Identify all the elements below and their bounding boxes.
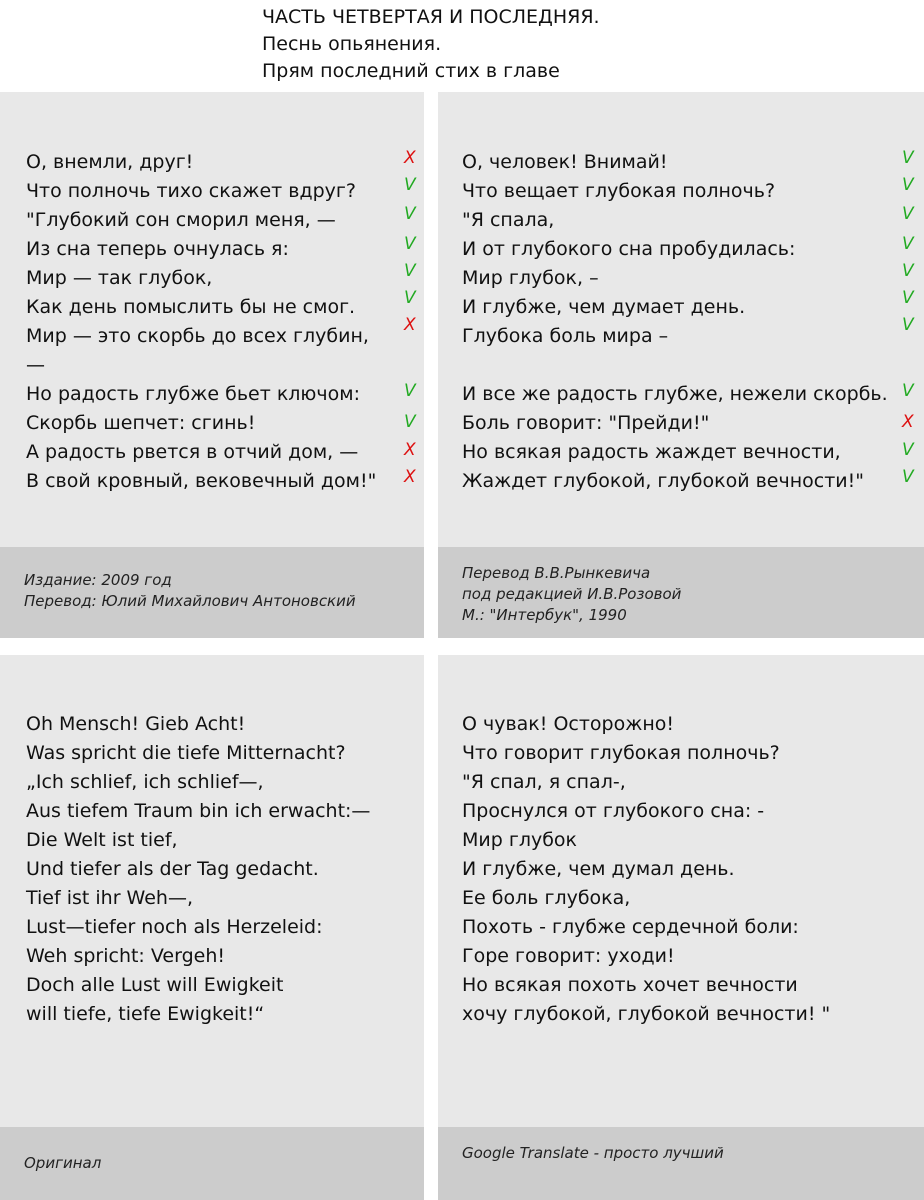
rating-mark: V <box>902 175 914 195</box>
verse-line: Боль говорит: "Прейди!" <box>462 412 710 434</box>
source-caption <box>24 1153 101 1174</box>
rating-mark: V <box>404 234 416 254</box>
verse-line: Die Welt ist tief, <box>26 829 178 851</box>
verse-line: Tief ist ihr Weh—, <box>26 887 194 909</box>
source-caption <box>462 1143 724 1164</box>
rating-mark: V <box>404 204 416 224</box>
translation-antonovsky-panel <box>0 92 424 638</box>
caption-line: Перевод В.В.Рынкевича <box>462 564 651 582</box>
panel-footer <box>438 547 924 638</box>
panel-footer <box>438 1127 924 1200</box>
rating-mark: V <box>404 412 416 432</box>
source-caption <box>24 570 356 612</box>
poem-verse <box>462 148 888 496</box>
verse-line: Но всякая радость жаждет вечности, <box>462 441 841 463</box>
verse-line: — <box>26 354 45 376</box>
verse-line: Горе говорит: уходи! <box>462 945 675 967</box>
verse-line: А радость рвется в отчий дом, — <box>26 441 359 463</box>
original-german-panel <box>0 655 424 1200</box>
rating-mark: X <box>404 148 416 168</box>
rating-mark: V <box>404 288 416 308</box>
rating-mark: X <box>404 467 416 487</box>
rating-mark: V <box>404 175 416 195</box>
rating-mark: V <box>902 204 914 224</box>
verse-line: Что полночь тихо скажет вдруг? <box>26 180 356 202</box>
verse-line: Жаждет глубокой, глубокой вечности!" <box>462 470 864 492</box>
verse-line: Из сна теперь очнулась я: <box>26 238 289 260</box>
verse-line: Что говорит глубокая полночь? <box>462 742 780 764</box>
translation-rynkevich-panel <box>438 92 924 638</box>
verse-line <box>462 351 888 380</box>
rating-mark: V <box>902 315 914 335</box>
verse-line: Oh Mensch! Gieb Acht! <box>26 713 246 735</box>
source-caption <box>462 563 681 626</box>
caption-line: М.: "Интербук", 1990 <box>462 606 627 624</box>
verse-line: О, человек! Внимай! <box>462 151 668 173</box>
header-song-title: Песнь опьянения. <box>262 33 442 55</box>
verse-line: Weh spricht: Vergeh! <box>26 945 225 967</box>
header-part-title: ЧАСТЬ ЧЕТВЕРТАЯ И ПОСЛЕДНЯЯ. <box>262 6 600 28</box>
verse-line: Мир — это скорбь до всех глубин, <box>26 325 369 347</box>
verse-line: И глубже, чем думает день. <box>462 296 746 318</box>
verse-line: Ее боль глубока, <box>462 887 631 909</box>
verse-line: О чувак! Осторожно! <box>462 713 674 735</box>
rating-mark: V <box>902 381 914 401</box>
verse-line: Что вещает глубокая полночь? <box>462 180 776 202</box>
verse-line: "Глубокий сон сморил меня, — <box>26 209 336 231</box>
header-note: Прям последний стих в главе <box>262 60 560 82</box>
verse-line: В свой кровный, вековечный дом!" <box>26 470 377 492</box>
verse-line: Und tiefer als der Tag gedacht. <box>26 858 319 880</box>
rating-mark: V <box>404 381 416 401</box>
poem-verse <box>26 148 376 496</box>
rating-mark: X <box>404 440 416 460</box>
verse-line: хочу глубокой, глубокой вечности! " <box>462 1003 831 1025</box>
verse-line: Похоть - глубже сердечной боли: <box>462 916 799 938</box>
verse-line: Но всякая похоть хочет вечности <box>462 974 798 996</box>
caption-line: Перевод: Юлий Михайлович Антоновский <box>24 592 356 610</box>
rating-mark: X <box>404 315 416 335</box>
poem-verse <box>26 710 370 1029</box>
caption-line: под редакцией И.В.Розовой <box>462 585 682 603</box>
rating-mark: V <box>902 288 914 308</box>
verse-line: И от глубокого сна пробудилась: <box>462 238 796 260</box>
verse-line: Doch alle Lust will Ewigkeit <box>26 974 284 996</box>
verse-line: will tiefe, tiefe Ewigkeit!“ <box>26 1003 265 1025</box>
caption-line: Издание: 2009 год <box>24 571 172 589</box>
verse-line: Was spricht die tiefe Mitternacht? <box>26 742 346 764</box>
verse-line: И глубже, чем думал день. <box>462 858 735 880</box>
verse-line: Мир глубок, – <box>462 267 599 289</box>
verse-line: „Ich schlief, ich schlief—, <box>26 771 264 793</box>
google-translate-panel <box>438 655 924 1200</box>
verse-line: Но радость глубже бьет ключом: <box>26 383 361 405</box>
verse-line: Глубока боль мира – <box>462 325 669 347</box>
verse-line: "Я спала, <box>462 209 555 231</box>
caption-line: Оригинал <box>24 1154 102 1172</box>
rating-mark: V <box>902 467 914 487</box>
panel-footer <box>0 1127 424 1200</box>
verse-line: Как день помыслить бы не смог. <box>26 296 356 318</box>
rating-mark: V <box>902 440 914 460</box>
rating-mark: V <box>404 261 416 281</box>
caption-line: Google Translate - просто лучший <box>462 1144 724 1162</box>
verse-line: Скорбь шепчет: сгинь! <box>26 412 256 434</box>
verse-line: Проснулся от глубокого сна: - <box>462 800 765 822</box>
verse-line: "Я спал, я спал-, <box>462 771 626 793</box>
verse-line: Мир глубок <box>462 829 578 851</box>
page-header <box>262 4 902 85</box>
rating-mark: V <box>902 234 914 254</box>
verse-line: Aus tiefem Traum bin ich erwacht:— <box>26 800 371 822</box>
panel-footer <box>0 547 424 638</box>
rating-mark: V <box>902 148 914 168</box>
verse-line: Мир — так глубок, <box>26 267 213 289</box>
poem-verse <box>462 710 830 1029</box>
verse-line: Lust—tiefer noch als Herzeleid: <box>26 916 323 938</box>
verse-line: И все же радость глубже, нежели скорбь. <box>462 383 888 405</box>
rating-mark: X <box>902 412 914 432</box>
verse-line: О, внемли, друг! <box>26 151 194 173</box>
rating-mark: V <box>902 261 914 281</box>
